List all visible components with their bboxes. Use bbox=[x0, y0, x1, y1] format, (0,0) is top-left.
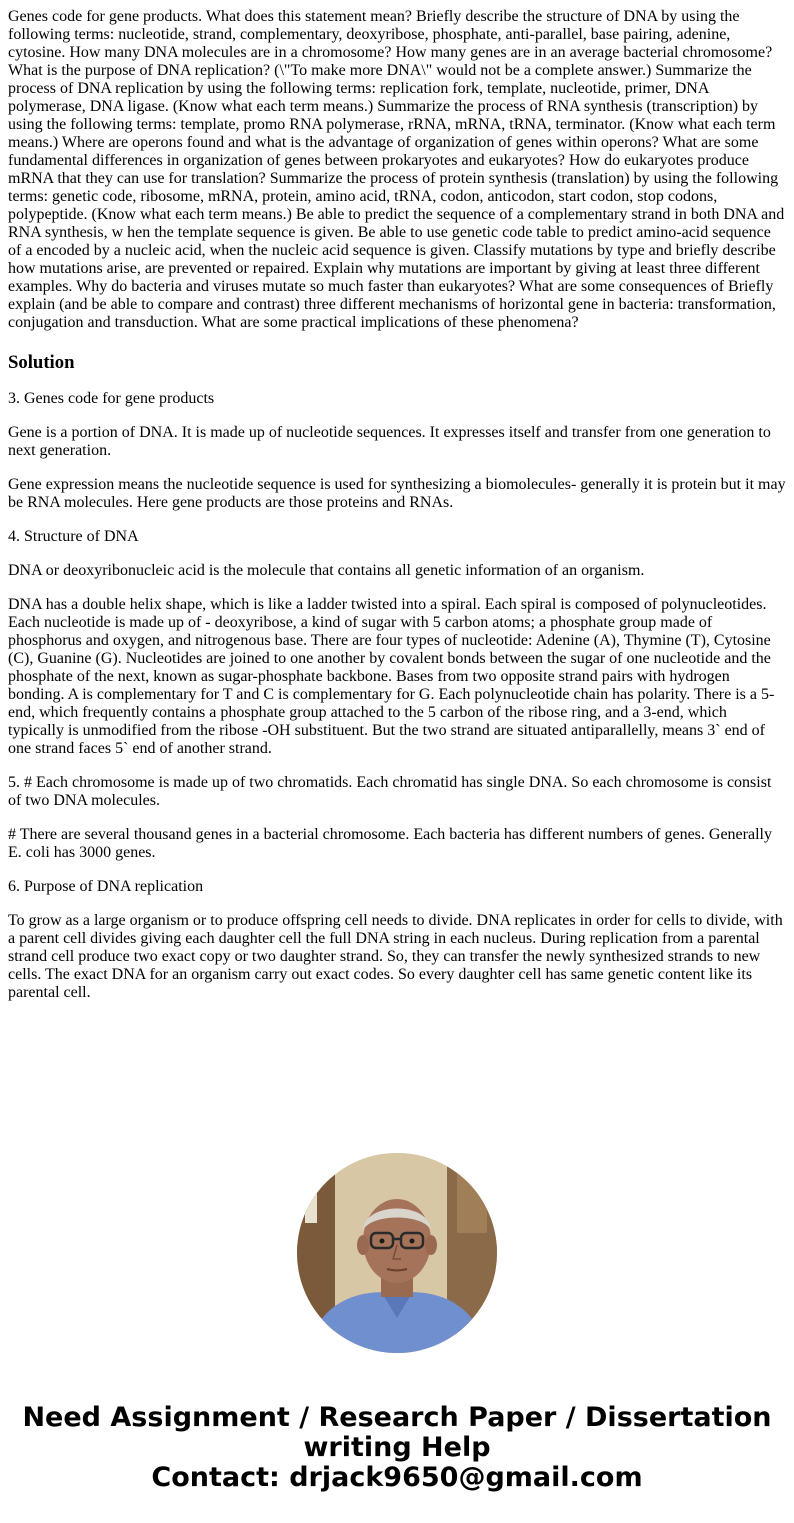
answer-section-5: 5. # Each chromosome is made up of two chromatids. Each chromatid has single DNA. So each chromosome is consist of two DNA molecules. bbox=[8, 774, 772, 809]
contact-line: Contact: drjack9650@gmail.com bbox=[151, 1462, 643, 1493]
answer-section-4-title: 4. Structure of DNA bbox=[8, 528, 139, 545]
answer-paragraph: To grow as a large organism or to produce offspring cell needs to divide. DNA replicates in order for cells to divide, with a parent cell divides giving each daughter cell the full DNA string in each nucleus. During replication from a parental strand cell produce two exact copy or two daughter strand. So, they can transfer the newly synthesized strands to new cells. The exact DNA for an organism carry out exact codes. So every daughter cell has same genetic content like its parental cell. bbox=[8, 912, 783, 1001]
promo-line: Need Assignment / Research Paper / Dissertation bbox=[22, 1402, 772, 1433]
author-portrait-image bbox=[297, 1153, 497, 1353]
answer-paragraph: DNA has a double helix shape, which is like a ladder twisted into a spiral. Each spiral is composed of polynucleotides. Each nucleotide is made up of - deoxyribose, a kind of sugar with 5 carbon atoms; a phosphate group made of phosphorus and oxygen, and nitrogenous base. There are four types of nucleotide: Adenine (A), Thymine (T), Cytosine (C), Guanine (G). Nucleotides are joined to one another by covalent bonds between the sugar of one nucleotide and the phosphate of the next, known as sugar-phosphate backbone. Bases from two opposite strand pairs with hydrogen bonding. A is complementary for T and C is complementary for G. Each polynucleotide chain has polarity. There is a 5-end, which frequently contains a phosphate group attached to the 5 carbon of the ribose ring, and a 3-end, which typically is unmodified from the ribose -OH substituent. But the two strand are situated antiparallelly, means 3` end of one strand faces 5` end of another strand. bbox=[8, 596, 775, 757]
author-avatar bbox=[297, 1153, 497, 1353]
answer-section-3-title: 3. Genes code for gene products bbox=[8, 390, 215, 407]
answer-paragraph: DNA or deoxyribonucleic acid is the molecule that contains all genetic information of an organism. bbox=[8, 562, 645, 579]
promo-footer bbox=[0, 1403, 794, 1493]
document-body bbox=[8, 8, 786, 1018]
question-text: Genes code for gene products. What does this statement mean? Briefly describe the structure of DNA by using the following terms: nucleotide, strand, complementary, deoxyribose, phosphate, anti-parallel, base pairing, adenine, cytosine. How many DNA molecules are in a chromosome? How many genes are in an average bacterial chromosome? What is the purpose of DNA replication? (\"To make more DNA\" would not be a complete answer.) Summarize the process of DNA replication by using the following terms: replication fork, template, nucleotide, primer, DNA polymerase, DNA ligase. (Know what each term means.) Summarize the process of RNA synthesis (transcription) by using the following terms: template, promo RNA polymerase, rRNA, mRNA, tRNA, terminator. (Know what each term means.) Where are operons found and what is the advantage of organization of genes within operons? What are some fundamental differences in organization of genes between prokaryotes and eukaryotes? How do eukaryotes produce mRNA that they can use for translation? Summarize the process of protein synthesis (translation) by using the following terms: genetic code, ribosome, mRNA, protein, amino acid, tRNA, codon, anticodon, start codon, stop codons, polypeptide. (Know what each term means.) Be able to predict the sequence of a complementary strand in both DNA and RNA synthesis, w hen the template sequence is given. Be able to use genetic code table to predict amino-acid sequence of a encoded by a nucleic acid, when the nucleic acid sequence is given. Classify mutations by type and briefly describe how mutations arise, are prevented or repaired. Explain why mutations are important by giving at least three different examples. Why do bacteria and viruses mutate so much faster than eukaryotes? What are some consequences of Briefly explain (and be able to compare and contrast) three different mechanisms of horizontal gene in bacteria: transformation, conjugation and transduction. What are some practical implications of these phenomena? bbox=[8, 8, 785, 331]
answer-section-6-title: 6. Purpose of DNA replication bbox=[8, 878, 204, 895]
answer-paragraph: Gene expression means the nucleotide sequence is used for synthesizing a biomolecules- generally it is protein but it may be RNA molecules. Here gene products are those proteins and RNAs. bbox=[8, 476, 786, 511]
promo-line: writing Help bbox=[303, 1432, 491, 1463]
solution-heading: Solution bbox=[8, 352, 75, 373]
answer-paragraph: Gene is a portion of DNA. It is made up of nucleotide sequences. It expresses itself and transfer from one generation to next generation. bbox=[8, 424, 771, 459]
answer-paragraph: # There are several thousand genes in a bacterial chromosome. Each bacteria has different numbers of genes. Generally E. coli has 3000 genes. bbox=[8, 826, 772, 861]
